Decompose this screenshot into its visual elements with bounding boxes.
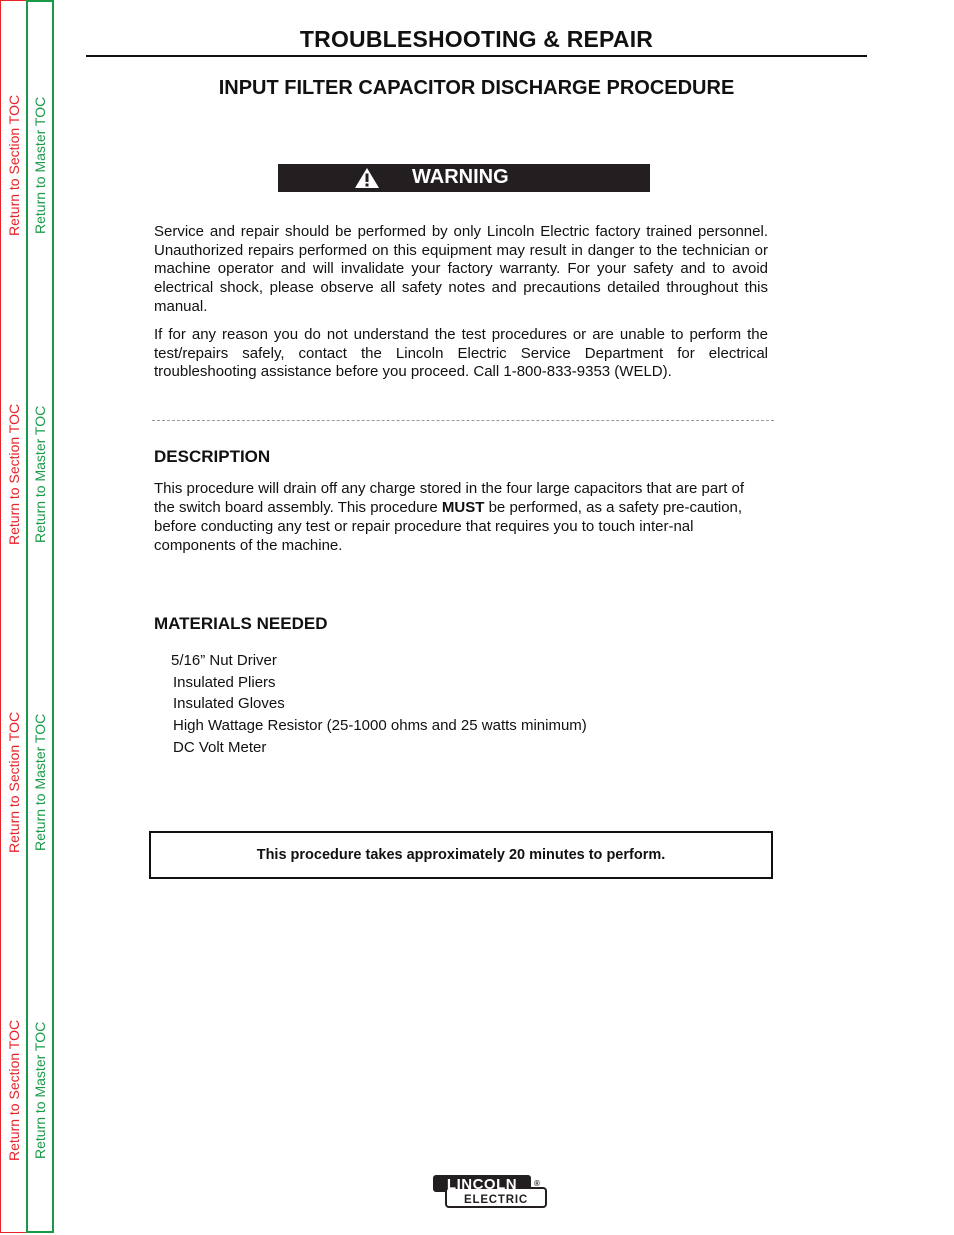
title-rule [86,55,867,57]
section-divider [152,420,774,421]
warning-label: WARNING [412,166,509,188]
description-text-part: be performed, as a safety pre-caution, before conducting any test or repair procedure that requires you to touch inter-nal components of the machine. [154,499,743,554]
material-item: Insulated Gloves [173,695,285,712]
warning-banner [278,164,650,192]
description-emphasis: MUST [441,499,485,516]
warning-paragraph: If for any reason you do not understand the test procedures or are unable to perform the test/repairs safely, contact the Lincoln Electric Service Department for electrical troubleshooting assistance before you proceed. Call 1-800-833-9353 (WELD). [154,326,768,381]
logo-bottom-text: ELECTRIC [464,1194,528,1206]
material-item: DC Volt Meter [173,739,267,756]
material-item: Insulated Pliers [173,674,276,691]
warning-triangle-icon [354,167,380,194]
return-to-master-toc-link[interactable]: Return to Master TOC [32,713,48,851]
page-title: TROUBLESHOOTING & REPAIR [299,26,654,52]
return-to-section-toc-link[interactable]: Return to Section TOC [6,403,22,545]
return-to-section-toc-link[interactable]: Return to Section TOC [6,94,22,236]
logo-top-text: LINCOLN [446,1176,518,1193]
return-to-master-toc-link[interactable]: Return to Master TOC [32,1021,48,1159]
materials-heading: MATERIALS NEEDED [154,614,328,633]
warning-paragraph: Service and repair should be performed by only Lincoln Electric factory trained personnel. Unauthorized repairs performed on this equipment may result in danger to the technician or machine operator and will invalidate your factory warranty. For your safety and to avoid electrical shock, please observe all safety notes and precautions detailed throughout this manual. [154,223,768,315]
logo-registered-mark: ® [534,1179,540,1188]
return-to-section-toc-link[interactable]: Return to Section TOC [6,1019,22,1161]
lincoln-electric-logo [432,1174,550,1215]
return-to-section-toc-link[interactable]: Return to Section TOC [6,711,22,853]
return-to-master-toc-link[interactable]: Return to Master TOC [32,96,48,234]
procedure-title: INPUT FILTER CAPACITOR DISCHARGE PROCEDURE [218,77,735,99]
description-text-part: This procedure will drain off any charge stored in the four large capacitors that are part of the switch board assembly. This procedure [154,480,745,516]
description-text [154,479,768,555]
duration-note: This procedure takes approximately 20 minutes to perform. [149,831,773,879]
description-heading: DESCRIPTION [154,447,271,466]
material-item: High Wattage Resistor (25-1000 ohms and 25 watts minimum) [173,717,587,734]
material-item: 5/16” Nut Driver [171,652,277,669]
return-to-master-toc-link[interactable]: Return to Master TOC [32,405,48,543]
